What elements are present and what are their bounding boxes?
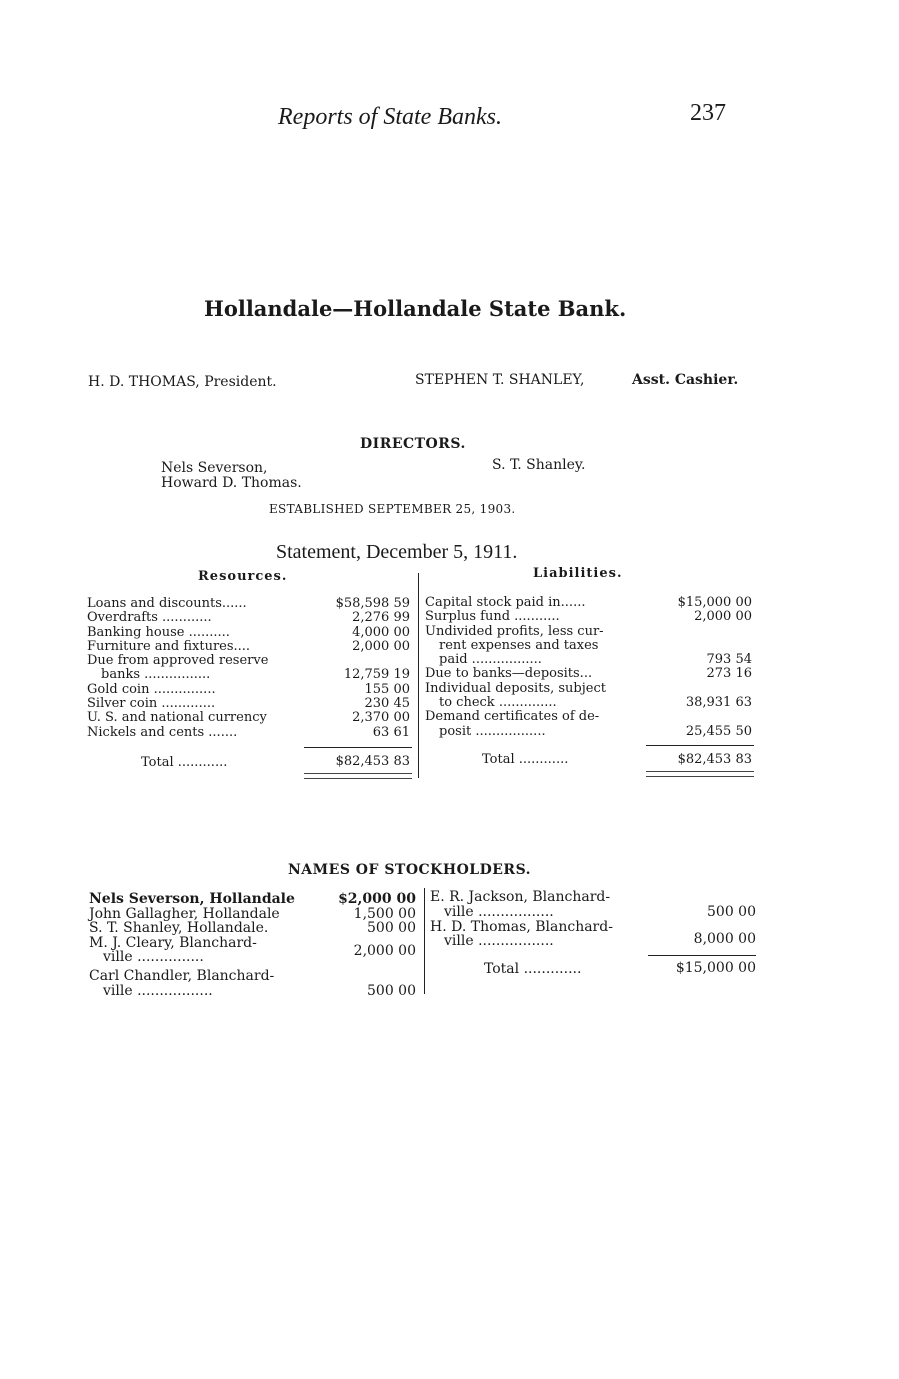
liability-label: Capital stock paid in...... [425,595,586,610]
resource-amount: 63 61 [372,724,410,740]
liability-amount: 38,931 63 [685,695,752,711]
list-item [89,907,416,922]
table-row [425,682,752,696]
table-row [87,683,410,697]
liability-label: Individual deposits, subject [425,680,606,696]
stockholder-name: S. T. Shanley, Hollandale. [89,920,269,936]
liability-amount: 2,000 00 [694,609,752,625]
resource-label: Overdrafts ............ [87,610,212,626]
table-row [425,710,752,724]
liability-label: Due to banks—deposits... [425,666,593,682]
stockholder-name: Carl Chandler, Blanchard- [89,968,275,984]
table-row [425,696,752,710]
table-row [425,653,752,667]
stockholder-name: Nels Severson, Hollandale [89,891,295,907]
table-row [87,654,410,668]
resource-label: Due from approved reserve [87,653,269,669]
liabilities-double-rule [646,771,754,777]
resource-amount: 2,000 00 [352,638,410,654]
table-row [87,597,410,611]
table-row [425,625,752,639]
list-item [430,905,756,920]
table-row [425,596,752,610]
table-row [87,726,410,740]
resource-label: Loans and discounts...... [87,596,247,611]
stockholder-amount: 500 00 [707,903,756,920]
resource-amount: 2,276 99 [352,610,410,626]
list-item [89,969,416,984]
resource-label: Silver coin ............. [87,696,216,712]
list-item [89,892,416,907]
liability-label: to check .............. [439,695,557,711]
table-row [425,725,752,739]
list-item [89,984,416,999]
list-item [430,931,756,949]
stockholders-left-list [89,892,416,998]
stockholder-name: ville ................. [103,982,213,999]
liability-amount: 793 54 [706,652,752,668]
stockholder-name: ville ............... [103,949,204,965]
stockholder-name: ville ................. [444,933,554,949]
liability-amount: 25,455 50 [685,723,752,739]
liability-label: paid ................. [439,652,542,668]
liabilities-total-rule [646,745,754,746]
resource-label: Gold coin ............... [87,681,216,697]
bank-title: Hollandale—Hollandale State Bank. [204,296,627,321]
stockholder-amount: 500 00 [367,982,416,999]
table-row [87,611,410,625]
resources-total: $82,453 83 [335,754,410,769]
director-name: Nels Severson, [161,460,268,476]
resource-label: U. S. and national currency [87,710,267,726]
resource-amount: 4,000 00 [352,624,410,640]
director-name: Howard D. Thomas. [161,475,302,491]
director-name: S. T. Shanley. [492,457,586,473]
running-title: Reports of State Banks. [278,104,502,130]
liabilities-total: $82,453 83 [677,752,752,767]
cashier-name: STEPHEN T. SHANLEY, [415,372,585,388]
liabilities-table [425,596,752,739]
page-number: 237 [690,100,726,126]
resources-total-label: Total ............ [141,755,228,770]
table-row [87,668,410,682]
liability-amount: $15,000 00 [677,595,752,610]
stockholder-amount: 500 00 [367,920,416,936]
stockholder-amount: 1,500 00 [353,905,416,922]
resource-label: Banking house .......... [87,624,230,640]
resource-label: banks ................ [101,667,211,683]
directors-heading: DIRECTORS. [360,436,466,452]
resources-double-rule [304,773,412,779]
stockholders-heading: NAMES OF STOCKHOLDERS. [288,862,532,878]
stockholders-total: $15,000 00 [675,960,756,976]
stockholders-right-list [430,890,756,948]
liability-label: posit ................. [439,723,546,739]
stockholder-amount: 2,000 00 [353,943,416,959]
stockholders-total-rule [648,955,756,956]
resources-heading: Resources. [198,569,288,584]
resource-amount: 230 45 [364,696,410,712]
table-row [87,697,410,711]
resource-label: Nickels and cents ....... [87,724,238,740]
resource-amount: 155 00 [364,681,410,697]
established-date: ESTABLISHED SEPTEMBER 25, 1903. [269,502,516,516]
stockholder-name: ville ................. [444,903,554,920]
list-item [89,921,416,936]
stockholders-divider [424,888,425,994]
resource-amount: 12,759 19 [343,667,410,683]
table-row [87,711,410,725]
liability-label: rent expenses and taxes [439,637,599,653]
liability-amount: 273 16 [706,666,752,682]
resources-table [87,597,410,740]
resource-amount: 2,370 00 [352,710,410,726]
liability-label: Undivided profits, less cur- [425,623,604,639]
resources-total-rule [304,747,412,748]
liabilities-total-label: Total ............ [482,752,569,767]
liability-label: Surplus fund ........... [425,609,560,625]
stockholder-amount: 8,000 00 [693,931,756,947]
liability-label: Demand certificates of de- [425,709,600,725]
table-row [425,667,752,681]
liabilities-heading: Liabilities. [533,566,623,581]
stockholder-name: John Gallagher, Hollandale [89,905,280,922]
table-row [425,610,752,624]
list-item [89,943,416,969]
resource-amount: $58,598 59 [335,596,410,611]
resource-label: Furniture and fixtures.... [87,638,251,654]
stockholder-name: M. J. Cleary, Blanchard- [89,934,257,951]
statement-title: Statement, December 5, 1911. [276,541,518,563]
table-row [425,639,752,653]
table-row [87,626,410,640]
stockholder-name: H. D. Thomas, Blanchard- [430,918,613,935]
stockholder-amount: $2,000 00 [338,891,416,907]
stockholders-total-label: Total ............. [484,961,582,977]
president: H. D. THOMAS, President. [88,374,277,390]
cashier-title: Asst. Cashier. [632,372,739,388]
stockholder-name: E. R. Jackson, Blanchard- [430,889,611,905]
list-item [430,890,756,905]
column-divider [418,573,419,778]
table-row [87,640,410,654]
